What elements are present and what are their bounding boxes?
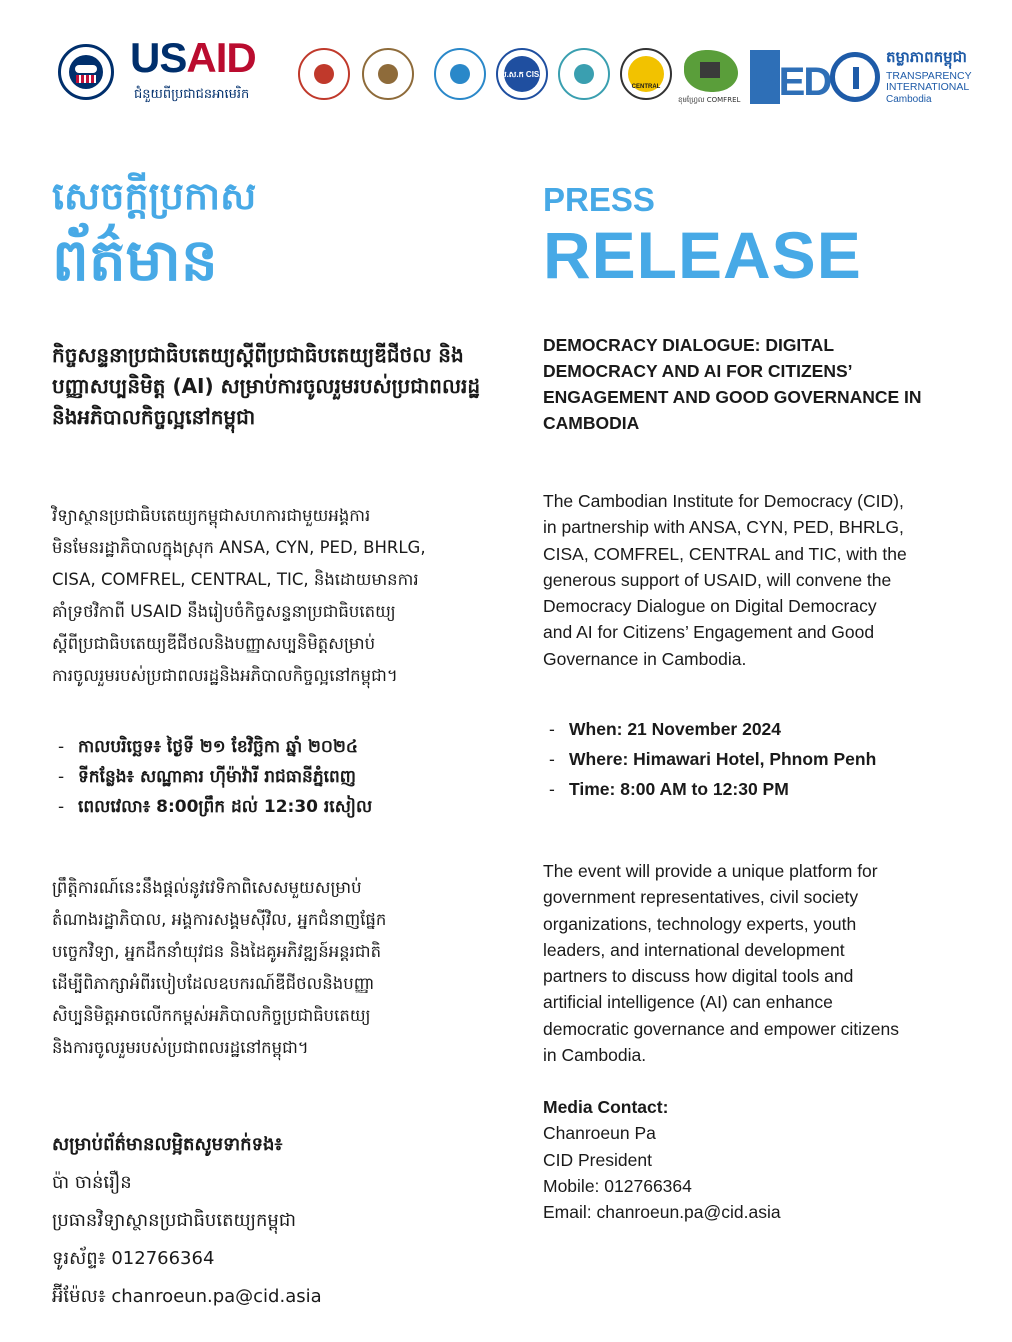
english-intro-paragraph: The Cambodian Institute for Democracy (CID), in partnership with ANSA, CYN, PED, BHRLG, CISA, COMFREL, CENTRAL and TIC, with the generous support of USAID, will convene the Democracy Dialogue on Digital Democracy and AI for Citizens’ Engagement and Good Governance in Cambodia. — [543, 491, 907, 669]
scales-icon — [378, 64, 398, 84]
english-event-details — [543, 714, 983, 804]
khmer-contact-name: ប៉ា ចាន់រឿន — [52, 1172, 132, 1193]
usaid-seal-icon — [58, 44, 114, 100]
partner-logo-cisa: ស.ស.ក CISA — [496, 48, 548, 100]
khmer-when: - កាលបរិច្ឆេទ៖ ថ្ងៃទី ២១ ខែវិច្ឆិកា ឆ្នាំ ២០២៤ — [52, 732, 492, 762]
khmer-event-details — [52, 732, 492, 822]
english-contact-heading: Media Contact: — [543, 1097, 669, 1117]
transparency-international-logo: តម្លាភាពកម្ពុជា TRANSPARENCY INTERNATIONAL Cambodia — [830, 48, 990, 110]
khmer-contact-phone: ទូរស័ព្ទ៖ 012766364 — [52, 1248, 215, 1269]
english-contact-title: CID President — [543, 1149, 652, 1170]
partner-logo-bar — [58, 34, 988, 122]
khmer-contact-title: ប្រធានវិទ្យាស្ថានប្រជាធិបតេយ្យកម្ពុជា — [52, 1210, 296, 1231]
partner-logo-cyn — [558, 48, 610, 100]
people-icon — [574, 64, 594, 84]
english-title — [543, 180, 983, 290]
english-contact-phone: Mobile: 012766364 — [543, 1175, 692, 1196]
khmer-contact-email: អ៊ីម៉ែល៖ chanroeun.pa@cid.asia — [52, 1286, 322, 1307]
khmer-intro-paragraph: វិទ្យាស្ថានប្រជាធិបតេយ្យកម្ពុជាសហការជាមួយអង្គការ មិនមែនរដ្ឋាភិបាលក្នុងស្រុក ANSA, CYN, PED, BHRLG, CISA, COMFREL, CENTRAL, TIC, និងដោយមានការ គាំទ្រថវិកាពី USAID នឹងរៀបចំកិច្ចសន្ទនាប្រជាធិបតេយ្យ ស្តីពីប្រជាធិបតេយ្យឌីជីថលនិងបញ្ញាសប្បនិមិត្តសម្រាប់ ការចូលរួមរបស់ប្រជាពលរដ្ឋនិងអភិបាលកិច្ចល្អនៅកម្ពុជា។ — [52, 506, 426, 685]
globe-icon — [450, 64, 470, 84]
partner-logo-central: CENTRAL — [620, 48, 672, 100]
press-title: PRESS — [543, 181, 655, 218]
partner-logo-bhrlg — [362, 48, 414, 100]
khmer-contact-heading: សម្រាប់ព័ត៌មានលម្អិតសូមទាក់ទង៖ — [52, 1134, 283, 1155]
khmer-title — [52, 172, 492, 296]
khmer-where: - ទីកន្លែង៖ សណ្ឋាគារ ហ៊ីម៉ាវ៉ារី រាជធានីភ្នំពេញ — [52, 762, 492, 792]
khmer-title-line1: សេចក្តីប្រកាស — [52, 174, 257, 218]
english-when: - When: 21 November 2024 — [543, 714, 983, 744]
khmer-media-contact — [52, 1126, 492, 1316]
english-event-heading: DEMOCRACY DIALOGUE: DIGITAL DEMOCRACY AND AI FOR CITIZENS’ ENGAGEMENT AND GOOD GOVERNANCE IN CAMBODIA — [543, 335, 922, 433]
english-event-paragraph: The event will provide a unique platform for government representatives, civil society organizations, technology experts, youth leaders, and international development partners to discuss how digital tools and artificial intelligence (AI) can enhance democratic governance and empower citizens in Cambodia. — [543, 861, 900, 1066]
khmer-time: - ពេលវេលា៖ 8:00ព្រឹក ដល់ 12:30 រសៀល — [52, 792, 492, 822]
khmer-title-line2: ព័ត៌មាន — [52, 226, 218, 294]
english-time: - Time: 8:00 AM to 12:30 PM — [543, 774, 983, 804]
english-media-contact — [543, 1094, 983, 1225]
partner-logo-ansa — [434, 48, 486, 100]
khmer-event-heading: កិច្ចសន្ទនាប្រជាធិបតេយ្យស្តីពីប្រជាធិបតេយ្យឌីជីថល និងបញ្ញាសប្បនិមិត្ត (AI) សម្រាប់ការចូលរួមរបស់ប្រជាពលរដ្ឋ និងអភិបាលកិច្ចល្អនៅកម្ពុជា — [52, 343, 481, 429]
ti-ring-icon — [830, 52, 880, 102]
release-title: RELEASE — [543, 218, 862, 292]
comfrel-logo: ខុមហ្វ្រែល COMFREL — [678, 48, 744, 106]
english-contact-email: Email: chanroeun.pa@cid.asia — [543, 1202, 781, 1223]
usaid-wordmark: USAID — [130, 34, 256, 81]
ped-logo: PED — [750, 50, 826, 104]
english-where: - Where: Himawari Hotel, Phnom Penh — [543, 744, 983, 774]
usaid-subtitle: ជំនួយពីប្រជាជនអាមេរិក — [134, 87, 250, 102]
ballot-box-icon — [700, 62, 720, 78]
puzzle-icon — [314, 64, 334, 84]
khmer-event-paragraph: ព្រឹត្តិការណ៍នេះនឹងផ្តល់នូវវេទិកាពិសេសមួយសម្រាប់ តំណាងរដ្ឋាភិបាល, អង្គការសង្គមស៊ីវិល, អ្នកជំនាញផ្នែក បច្ចេកវិទ្យា, អ្នកដឹកនាំយុវជន និងដៃគូអភិវឌ្ឍន៍អន្តរជាតិ ដើម្បីពិភាក្សាអំពីរបៀបដែលឧបករណ៍ឌីជីថលនិងបញ្ញា សិប្បនិមិត្តអាចលើកកម្ពស់អភិបាលកិច្ចប្រជាធិបតេយ្យ និងការចូលរួមរបស់ប្រជាពលរដ្ឋនៅកម្ពុជា។ — [52, 878, 387, 1057]
partner-logo-1 — [298, 48, 350, 100]
usaid-logo — [58, 34, 283, 114]
english-contact-name: Chanroeun Pa — [543, 1123, 656, 1144]
